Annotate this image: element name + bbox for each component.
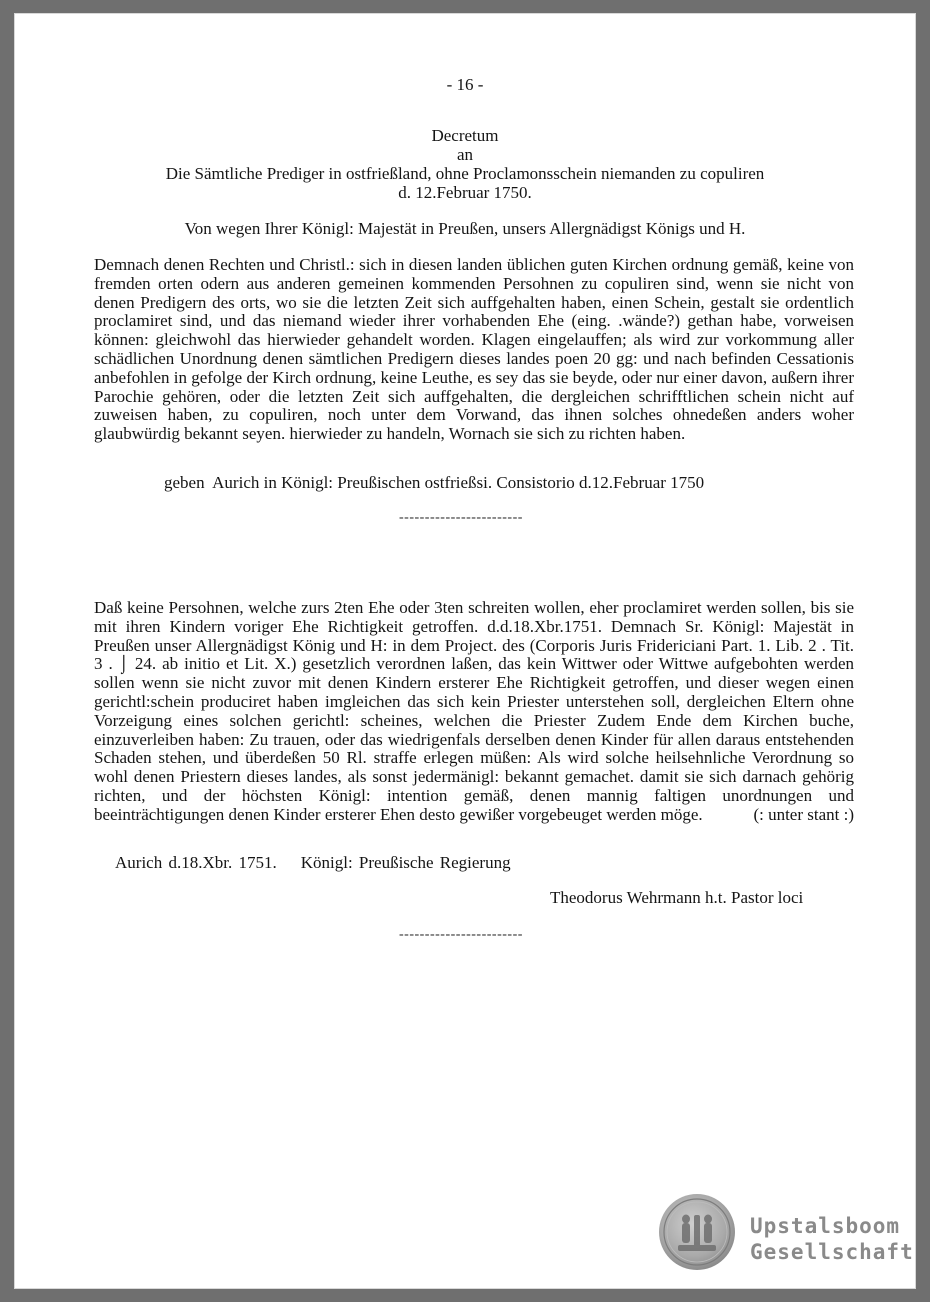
decree-date: d. 12.Februar 1750.	[398, 183, 532, 202]
separator-line: ------------------------	[399, 510, 523, 525]
society-logo-text	[750, 1213, 914, 1265]
document-page	[14, 13, 916, 1289]
second-decree-date-place: Aurich d.18.Xbr. 1751.	[115, 853, 277, 872]
separator-line-bottom: ------------------------	[399, 927, 523, 942]
second-decree-text: Daß keine Persohnen, welche zurs 2ten Ehe oder 3ten schreiten wollen, eher proclamiret werden sollen, bis sie mit ihren Kindern voriger Ehe Richtigkeit getroffen. d.d.18.Xbr.1751. Demnach Sr. Königl: Majestät in Preußen unser Allergnädigst König und H: in dem Project. des (Corporis Juris Fridericiani Part. 1. Lib. 2 . Tit. 3 . ⌡ 24. ab initio et Lit. X.) gesetzlich verordnen laßen, das kein Wittwer oder Wittwe aufgebohten werden sollen wenn sie nicht zuvor mit denen Kindern ersterer Ehe Richtigkeit getroffen, und dieser wegen einen gerichtl:schein produciret haben imgleichen das sich kein Priester unterstehen soll, dergleichen Eltern ohne Vorzeigung eines solchen gerichtl: scheines, welchen die Priester Zudem Ende dem Kirchen buche, einzuverleiben haben: Zu trauen, oder das wiedrigenfals derselben denen Kinder für allen daraus entstehenden Schaden stehen, und überdeßen 50 Rl. straffe erlegen müßen: Als wird solche heilsehnliche Verordnung so wohl denen Priestern dieses landes, als sonst jedermänigl: bekannt gemachet. damit sie sich darnach gehörig richten, und der höchsten Königl: intention gemäß, denen mannig faltigen unordnungen und beeinträchtigungen denen Kinder ersterer Ehen desto gewißer vorgebeuget werden möge.	[94, 598, 854, 824]
decree-addressee-prefix: an	[456, 145, 474, 164]
seal-emblem-icon	[658, 1193, 736, 1271]
decree-given-line: geben Aurich in Königl: Preußischen ostfrießsi. Consistorio d.12.Februar 1750	[164, 473, 705, 492]
decree-subject: Die Sämtliche Prediger in ostfrießland, ohne Proclamonsschein niemanden zu copuliren	[165, 164, 765, 183]
second-decree-dateline	[115, 853, 511, 873]
second-decree-note: (: unter stant :)	[753, 804, 854, 824]
society-logo-line1: Upstalsboom	[750, 1214, 901, 1238]
decree-heading	[14, 126, 916, 202]
decree-title: Decretum	[431, 126, 499, 145]
decree-body: Demnach denen Rechten und Christl.: sich in diesen landen üblichen guten Kirchen ordnung gemäß, keine von fremden orten odern aus anderen gemeinen kommenden Persohnen zu copuliren sind, wenn sie nicht von denen Predigern des orts, wo sie die letzten Zeit sich auffgehalten haben, einen Schein, gestalt sie ordentlich proclamiret sind, und das niemand wieder ihrer vorhabenden Ehe (eing. .wände?) gethan habe, vorweisen können: gleichwohl das hierwieder gehandelt worden. Klagen eingelauffen; als wird zur vorkommung aller schädlichen Unordnung denen sämtlichen Predigern dieses landes poen 20 gg: und nach befinden Cessationis anbefohlen in gefolge der Kirch ordnung, keine Leuthe, es sey das sie beyde, oder nur einer davon, außern ihrer Parochie gehören, oder die letzten Zeit sich auffgehalten, die dergleichen schrifftlichen schein nicht auf zuweisen haben, zu copuliren, noch unter dem Vorwand, das ihnen solches ohnedeßen anders woher glaubwürdig bekannt seyen. hierwieder zu handeln, Wornach sie sich zu richten haben.	[94, 255, 854, 444]
second-decree-authority: Königl: Preußische Regierung	[300, 853, 511, 872]
signature-line: Theodorus Wehrmann h.t. Pastor loci	[550, 888, 804, 907]
page-number: - 16 -	[446, 75, 484, 94]
decree-preamble: Von wegen Ihrer Königl: Majestät in Preußen, unsers Allergnädigst Königs und H.	[184, 219, 746, 238]
society-logo-line2: Gesellschaft	[750, 1240, 914, 1264]
second-decree-body	[94, 599, 854, 825]
